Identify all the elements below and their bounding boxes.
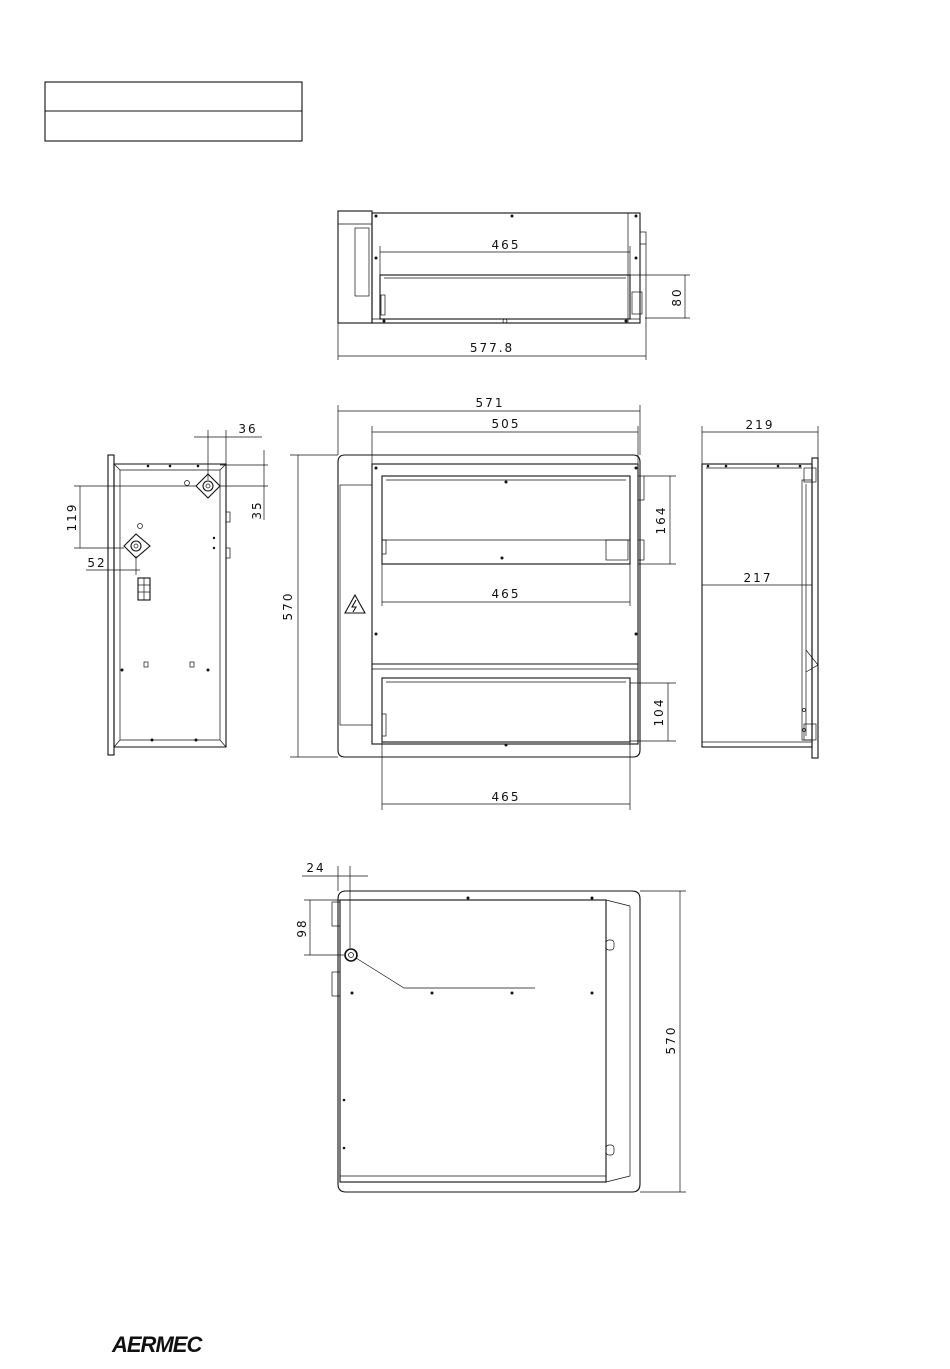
dim-217: 217 bbox=[743, 571, 773, 585]
dim-52: 52 bbox=[87, 556, 107, 570]
dim-104: 104 bbox=[652, 697, 666, 727]
dim-571: 571 bbox=[475, 396, 505, 410]
front-view bbox=[281, 396, 676, 810]
dim-164: 164 bbox=[654, 505, 668, 535]
left-side-view bbox=[65, 422, 268, 755]
water-connection-mid bbox=[124, 534, 150, 558]
dim-24: 24 bbox=[306, 861, 326, 875]
top-view bbox=[338, 211, 690, 360]
header-table bbox=[45, 82, 302, 141]
aermec-logo: AERMEC bbox=[112, 1332, 202, 1357]
dim-465-top: 465 bbox=[491, 238, 521, 252]
dim-98: 98 bbox=[295, 918, 309, 938]
drain-fitting bbox=[345, 949, 357, 961]
dim-80: 80 bbox=[670, 287, 684, 307]
dim-35: 35 bbox=[250, 500, 264, 520]
dim-570-back: 570 bbox=[664, 1025, 678, 1055]
dim-577-8: 577.8 bbox=[469, 341, 515, 355]
back-view bbox=[295, 861, 686, 1192]
dim-119: 119 bbox=[65, 502, 79, 532]
dim-36: 36 bbox=[238, 422, 258, 436]
dim-465-bottom: 465 bbox=[491, 790, 521, 804]
dim-219: 219 bbox=[745, 418, 775, 432]
right-side-view bbox=[702, 418, 818, 758]
dim-465-middle: 465 bbox=[491, 587, 521, 601]
dim-505: 505 bbox=[491, 417, 521, 431]
dim-570-front: 570 bbox=[281, 591, 295, 621]
